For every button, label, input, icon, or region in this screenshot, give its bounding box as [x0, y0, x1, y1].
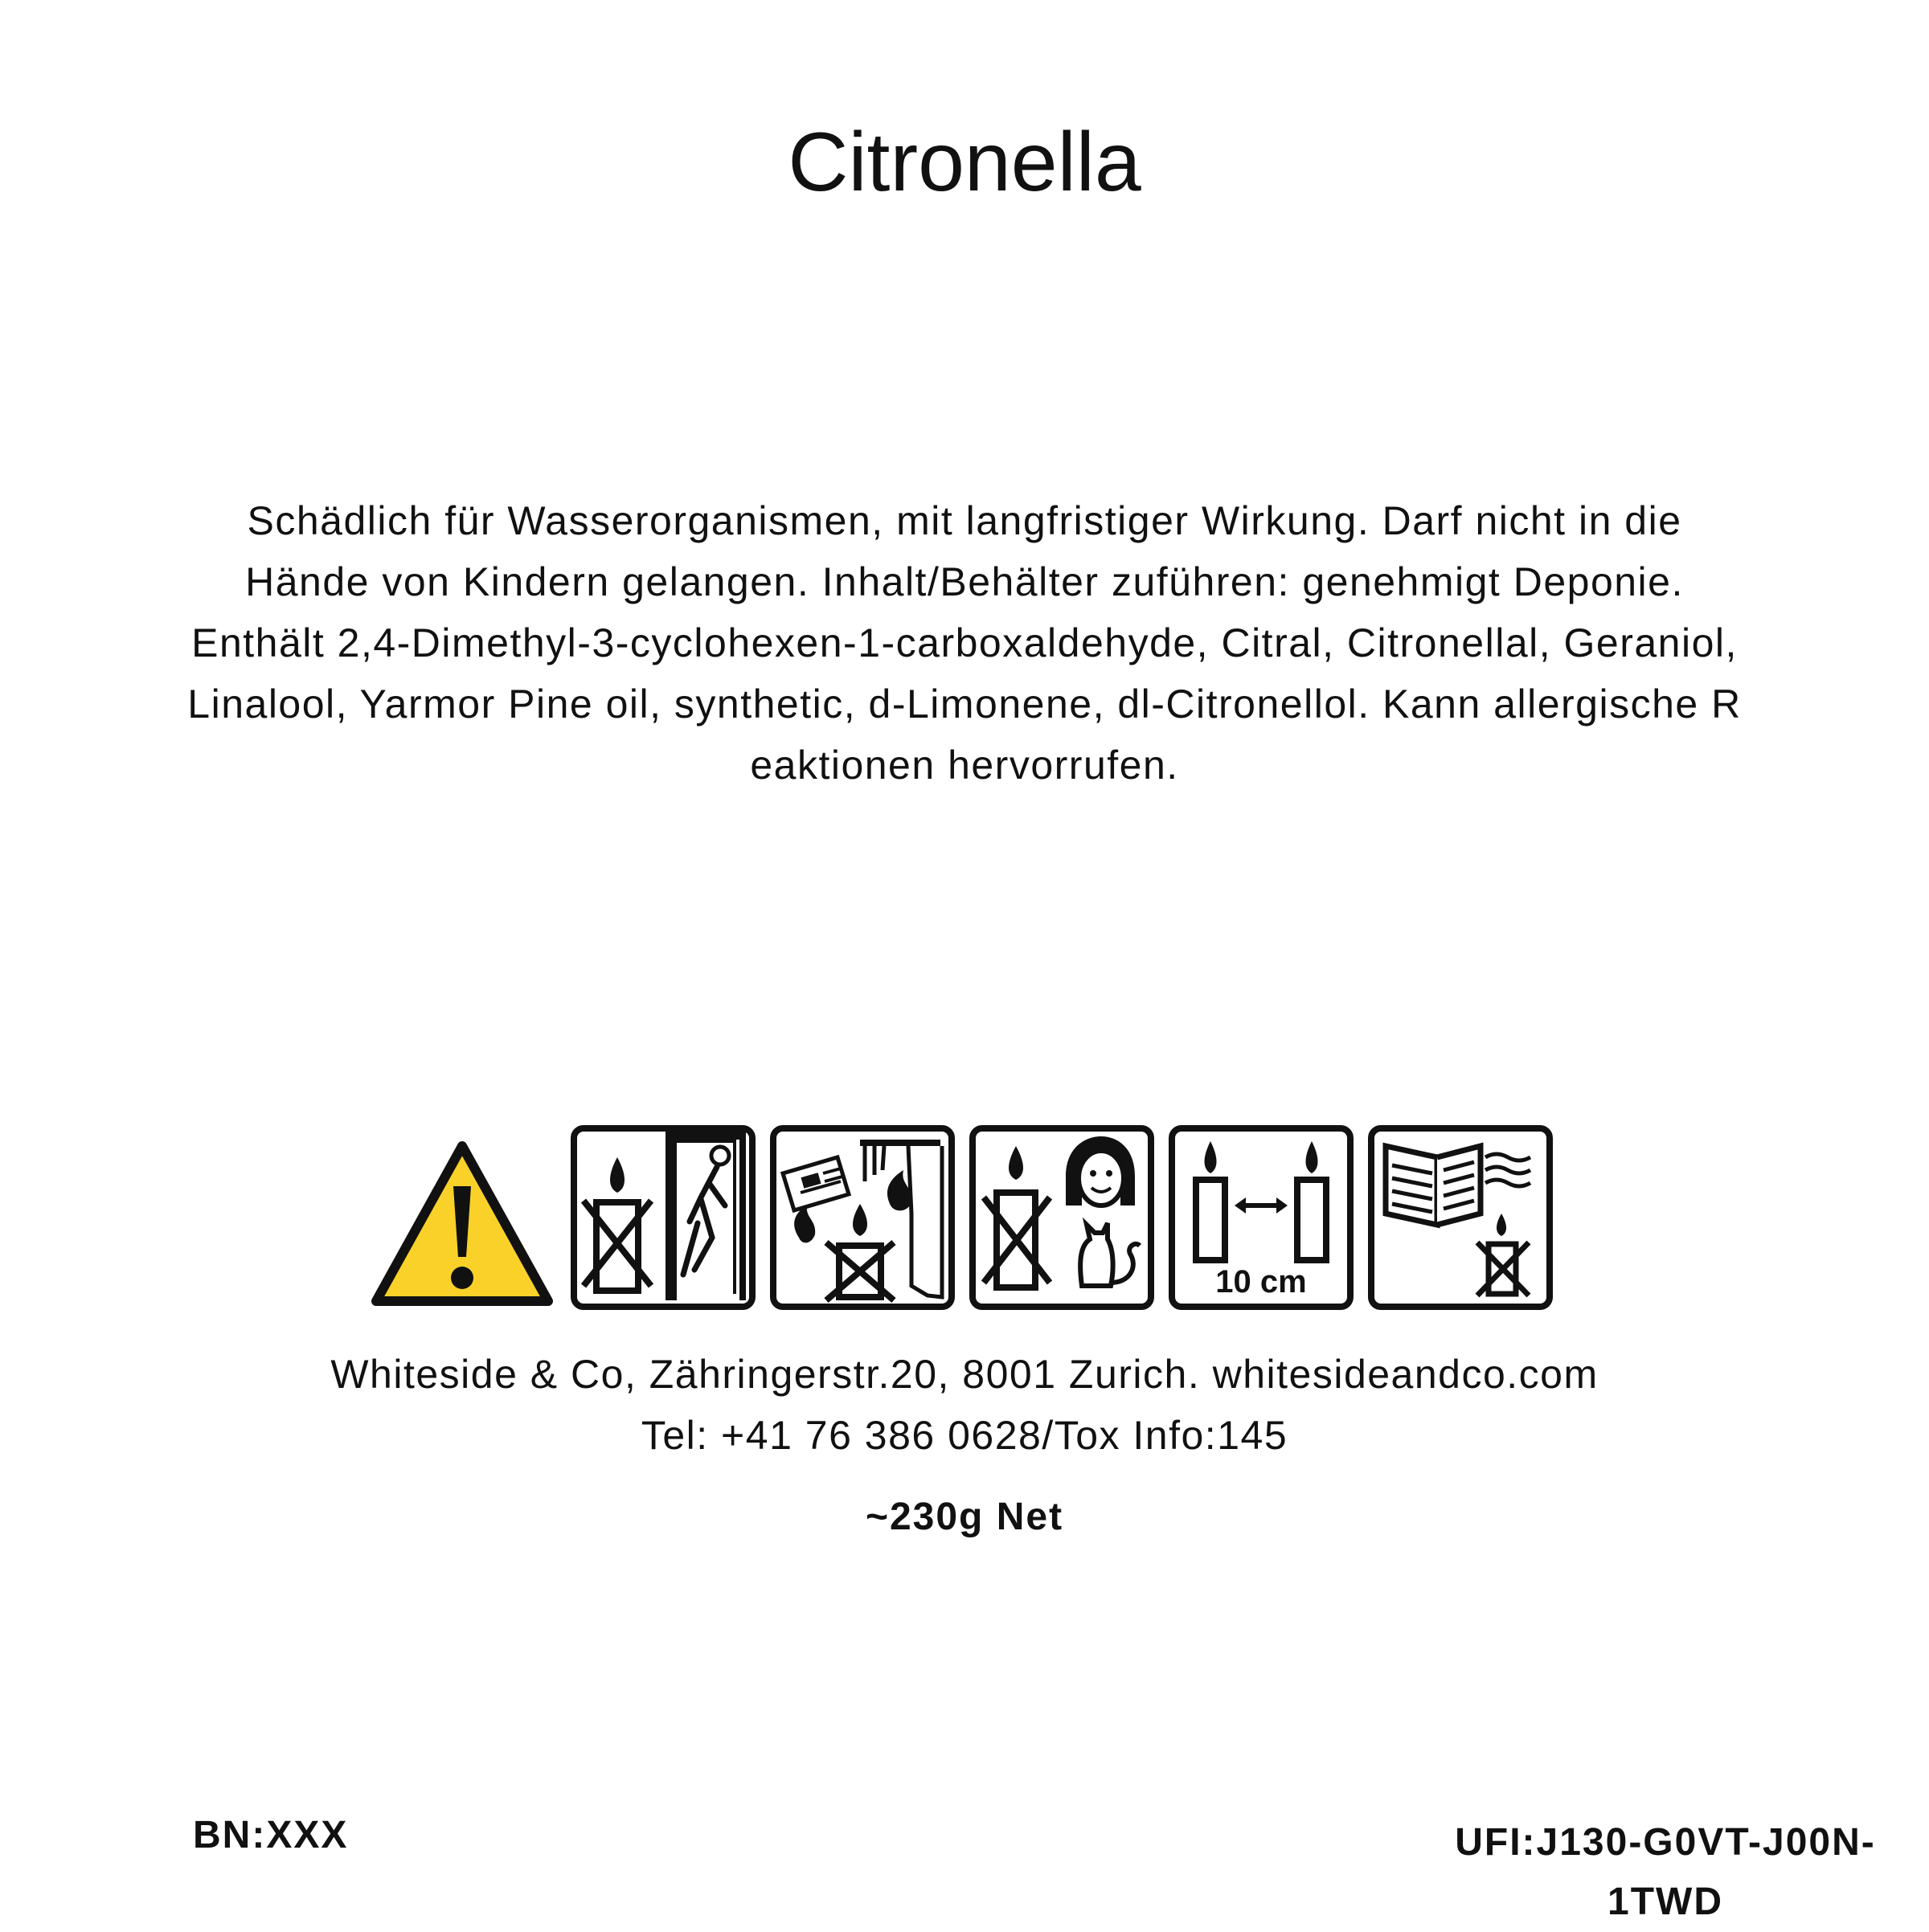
warning-text [104, 490, 1825, 796]
warning-line: Hände von Kindern gelangen. Inhalt/Behälter zuführen: genehmigt Deponie. [245, 559, 1684, 604]
net-weight: ~230g Net [865, 1496, 1064, 1538]
ufi-line: UFI:J130-G0VT-J00N- [1455, 1821, 1876, 1864]
ufi-code [1424, 1813, 1906, 1932]
warning-line: Enthält 2,4-Dimethyl-3-cyclohexen-1-carboxaldehyde, Citral, Citronellal, Geraniol, [191, 620, 1738, 665]
company-address [0, 1344, 1929, 1466]
warning-triangle-icon [370, 1136, 555, 1313]
warning-line: Linalool, Yarmor Pine oil, synthetic, d-Limonene, dl-Citronellol. Kann allergische R [187, 682, 1742, 727]
no-unattended-candle-icon [571, 1125, 756, 1310]
ufi-line: 1TWD [1608, 1881, 1723, 1923]
warning-line: Schädlich für Wasserorganismen, mit langfristiger Wirkung. Darf nicht in die [247, 498, 1682, 543]
batch-number: BN:XXX [193, 1814, 349, 1856]
safety-pictograms [370, 1125, 1559, 1318]
keep-from-children-pets-icon [969, 1125, 1154, 1310]
distance-between-candles-icon [1169, 1125, 1354, 1310]
product-title: Citronella [788, 116, 1141, 209]
no-flammables-nearby-icon [770, 1125, 955, 1310]
distance-label: 10 cm [1215, 1264, 1307, 1300]
warning-line: eaktionen hervorrufen. [750, 743, 1179, 788]
read-instructions-icon [1368, 1125, 1553, 1310]
address-line: Whiteside & Co, Zähringerstr.20, 8001 Zurich. whitesideandco.com [330, 1352, 1599, 1397]
contact-line: Tel: +41 76 386 0628/Tox Info:145 [641, 1413, 1288, 1458]
